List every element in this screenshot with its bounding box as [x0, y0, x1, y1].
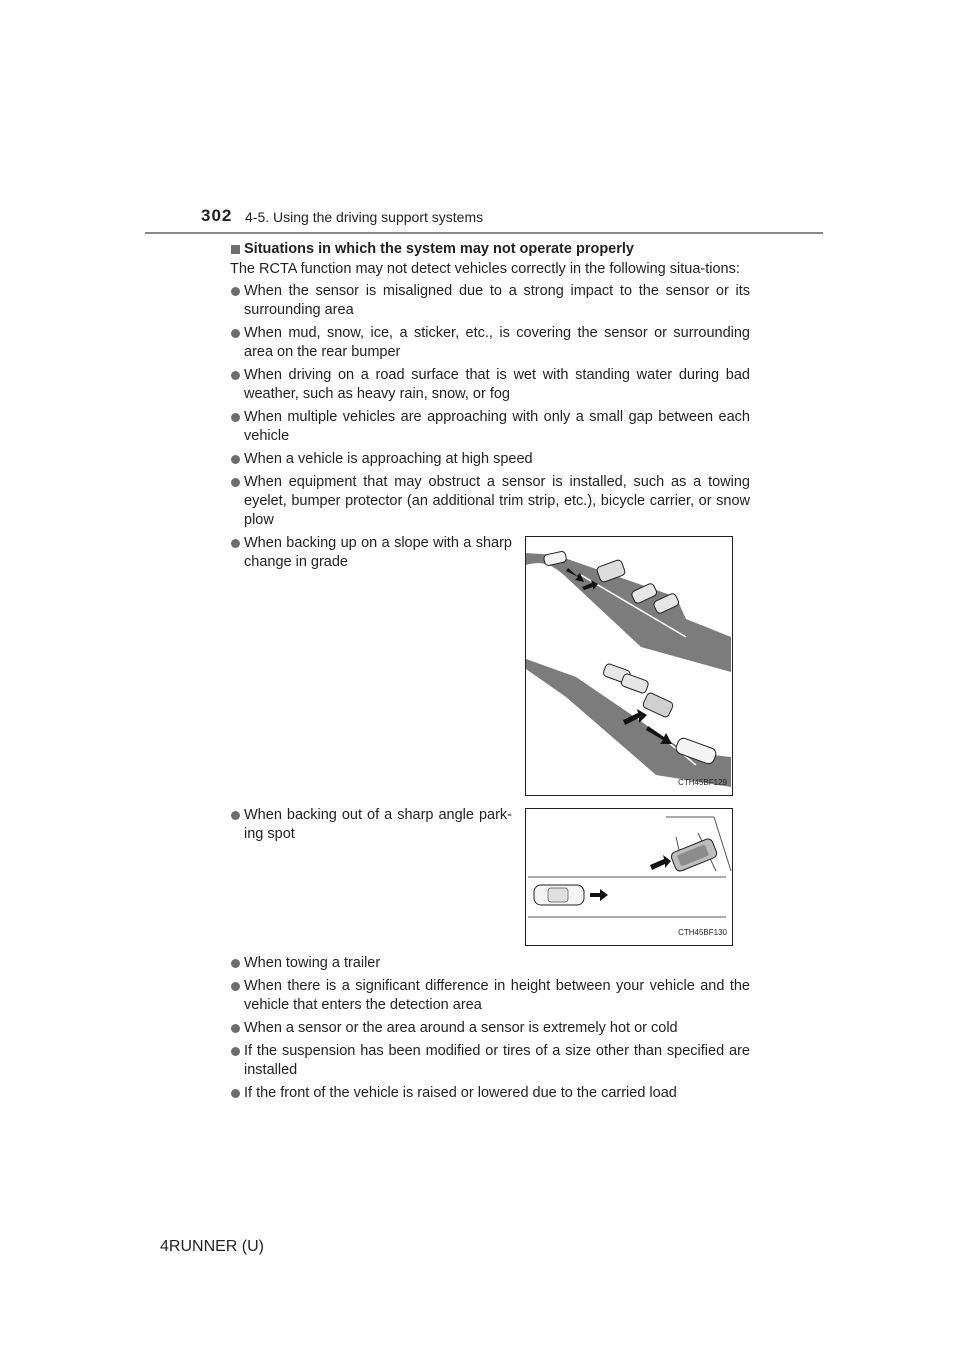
figure-row-slope: [230, 534, 750, 804]
list-item: [230, 806, 512, 844]
list-item: [230, 366, 750, 404]
slope-illustration: [525, 536, 733, 796]
list-item-text: When the sensor is misaligned due to a strong impact to the sensor or its surrounding area: [244, 283, 750, 318]
bullet-icon: [231, 982, 240, 991]
bullet-icon: [231, 371, 240, 380]
list-item-text: When towing a trailer: [244, 955, 381, 971]
list-item: [230, 534, 512, 572]
list-item-text: When equipment that may obstruct a sensor is installed, such as a towing eyelet, bumper protector (an additional trim strip, etc.), bicycle carrier, or snow plow: [244, 474, 750, 528]
list-item: [230, 1042, 750, 1080]
bullet-icon: [231, 455, 240, 464]
bullet-icon: [231, 413, 240, 422]
figure-code: CTH45BF129: [678, 778, 727, 787]
list-item: [230, 954, 750, 973]
bullet-icon: [231, 287, 240, 296]
figure-code: CTH45BF130: [678, 928, 727, 937]
list-item: [230, 977, 750, 1015]
section-title: 4-5. Using the driving support systems: [245, 209, 484, 225]
bullet-icon: [231, 811, 240, 820]
list-item: [230, 1084, 750, 1103]
list-item: [230, 324, 750, 362]
bullet-icon: [231, 1024, 240, 1033]
list-item-text: When a sensor or the area around a sensor is extremely hot or cold: [244, 1020, 678, 1036]
list-item-text: When backing up on a slope with a sharp change in grade: [244, 535, 512, 570]
list-item: [230, 1019, 750, 1038]
list-item-text: When a vehicle is approaching at high speed: [244, 451, 533, 467]
bullet-icon: [231, 329, 240, 338]
bullet-icon: [231, 539, 240, 548]
passing-car: [534, 885, 584, 905]
bullet-icon: [231, 1047, 240, 1056]
footer-model: 4RUNNER (U): [160, 1238, 264, 1255]
list-item-text: When driving on a road surface that is wet with standing water during bad weather, such as heavy rain, snow, or fog: [244, 367, 750, 402]
list-item-text: If the front of the vehicle is raised or lowered due to the carried load: [244, 1085, 677, 1101]
figure-row-parking: [230, 806, 750, 954]
intro-paragraph: The RCTA function may not detect vehicles correctly in the following situa-tions:: [230, 261, 740, 277]
suv-lower: [642, 692, 674, 718]
slope-diagram: [526, 537, 732, 795]
list-item-text: If the suspension has been modified or tires of a size other than specified are installed: [244, 1043, 750, 1078]
square-bullet-icon: [231, 245, 240, 254]
content: [230, 240, 750, 1107]
bullet-icon: [231, 959, 240, 968]
list-item-text: When there is a significant difference in height between your vehicle and the vehicle that enters the detection area: [244, 978, 750, 1013]
list-item: [230, 473, 750, 530]
list-item: [230, 450, 750, 469]
list-item-text: When mud, snow, ice, a sticker, etc., is covering the sensor or surrounding area on the rear bumper: [244, 325, 750, 360]
section-heading-text: Situations in which the system may not operate properly: [244, 241, 634, 257]
page-number: 302: [201, 206, 233, 225]
car-lower-2: [620, 673, 649, 694]
list-item-text: When backing out of a sharp angle park-ing spot: [244, 807, 512, 842]
section-heading: [230, 240, 750, 259]
list-item: [230, 408, 750, 446]
list-item-text: When multiple vehicles are approaching with only a small gap between each vehicle: [244, 409, 750, 444]
bullet-icon: [231, 1089, 240, 1098]
header-rule: [145, 232, 823, 234]
list-item: [230, 282, 750, 320]
bullet-icon: [231, 478, 240, 487]
parking-illustration: [525, 808, 733, 946]
